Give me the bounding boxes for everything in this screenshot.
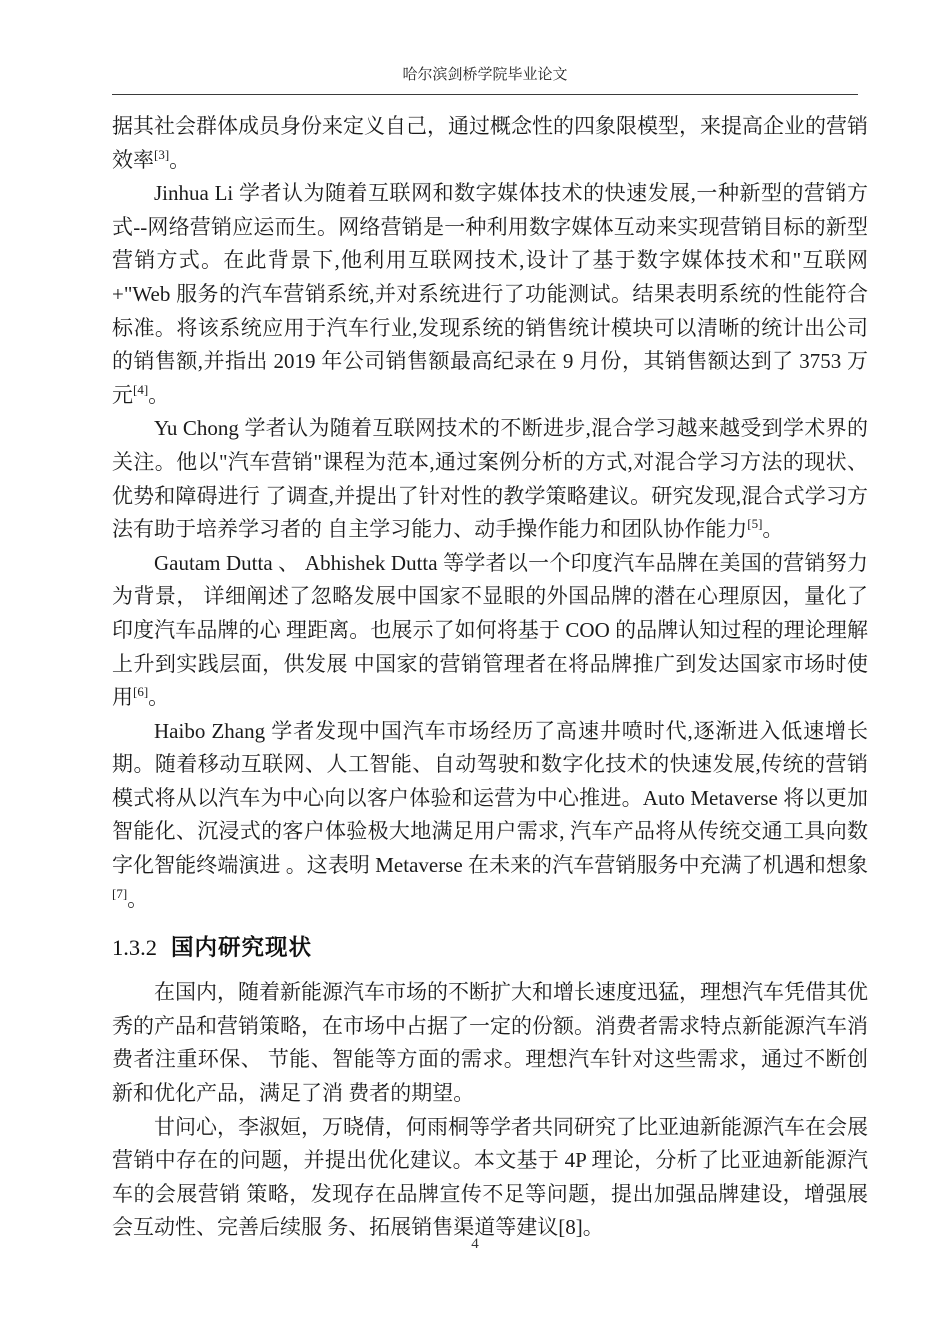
- header-title: 哈尔滨剑桥学院毕业论文: [402, 67, 568, 83]
- paragraph-jinhua-li: [112, 177, 868, 412]
- citation-8: [8]: [558, 1215, 583, 1240]
- paragraph-byd-exhibition: [112, 1111, 868, 1245]
- paragraph-text: 在国内，随着新能源汽车市场的不断扩大和增长速度迅猛，理想汽车凭借其优秀的产品和营销策略，在市场中占据了一定的份额。消费者需求特点新能源汽车消费者注重环保、 节能、智能等方面的需求。理想汽车针对这些需求，通过不断创新和优化产品，满足了消 费者的期望。: [112, 980, 868, 1106]
- paragraph-tail: 。: [762, 517, 784, 542]
- paragraph-domestic-overview: [112, 976, 868, 1110]
- page-number: 4: [471, 1236, 479, 1252]
- citation-6: [6]: [133, 684, 149, 700]
- paragraph-tail: 。: [582, 1215, 604, 1240]
- paragraph-gautam-dutta: [112, 547, 868, 715]
- paragraph-text: Gautam Dutta 、 Abhishek Dutta 等学者以一个印度汽车品牌在美国的营销努力为背景， 详细阐述了忽略发展中国家不显眼的外国品牌的潜在心理原因，量化了印度汽车品牌的心 理距离。也展示了如何将基于 COO 的品牌认知过程的理论理解上升到实践层面，供发展 中国家的营销管理者在将品牌推广到发达国家市场时使用: [112, 550, 868, 710]
- paragraph-tail: 。: [148, 382, 170, 407]
- citation-7: [7]: [112, 885, 128, 901]
- paragraph-yu-chong: [112, 412, 868, 546]
- paragraph-continuation: [112, 110, 868, 177]
- section-heading-number: 1.3.2: [112, 935, 157, 961]
- header-rule: [112, 94, 858, 95]
- paragraph-text: Jinhua Li 学者认为随着互联网和数字媒体技术的快速发展,一种新型的营销方式--网络营销应运而生。网络营销是一种利用数字媒体互动来实现营销目标的新型营销方式。在此背景下,他利用互联网技术,设计了基于数字媒体技术和"互联网+"Web 服务的汽车营销系统,并对系统进行了功能测试。结果表明系统的性能符合标准。将该系统应用于汽车行业,发现系统的销售统计模块可以清晰的统计出公司的销售额,并指出 2019 年公司销售额最高纪录在 9 月份，其销售额达到了 3753 万元: [112, 181, 868, 407]
- paragraph-text: 据其社会群体成员身份来定义自己，通过概念性的四象限模型，来提高企业的营销效率: [112, 114, 868, 172]
- paragraph-tail: 。: [169, 147, 191, 172]
- paragraph-tail: 。: [148, 685, 170, 710]
- section-heading-1-3-2: [112, 932, 868, 964]
- citation-5: [5]: [747, 516, 763, 532]
- paragraph-text: 甘问心，李淑姮，万晓倩，何雨桐等学者共同研究了比亚迪新能源汽车在会展营销中存在的问题，并提出优化建议。本文基于 4P 理论，分析了比亚迪新能源汽车的会展营销 策略，发现存在品牌宣传不足等问题，提出加强品牌建设，增强展会互动性、完善后续服 务、拓展销售渠道等建议: [112, 1114, 868, 1240]
- citation-4: [4]: [133, 381, 149, 397]
- paragraph-text: Yu Chong 学者认为随着互联网技术的不断进步,混合学习越来越受到学术界的关注。他以"汽车营销"课程为范本,通过案例分析的方式,对混合学习方法的现状、优势和障碍进行 了调查,并提出了针对性的教学策略建议。研究发现,混合式学习方法有助于培养学习者的 自主学习能力、动手操作能力和团队协作能力: [112, 416, 868, 542]
- paragraph-tail: 。: [127, 886, 149, 911]
- document-body: [112, 110, 868, 1245]
- page-header: [112, 66, 858, 85]
- section-heading-title: 国内研究现状: [171, 935, 313, 961]
- paragraph-text: Haibo Zhang 学者发现中国汽车市场经历了高速井喷时代,逐渐进入低速增长期。随着移动互联网、人工智能、自动驾驶和数字化技术的快速发展,传统的营销模式将从以汽车为中心向以客户体验和运营为中心推进。Auto Metaverse 将以更加智能化、沉浸式的客户体验极大地满足用户需求, 汽车产品将从传统交通工具向数字化智能终端演进 。这表明 Metaverse 在未来的汽车营销服务中充满了机遇和想象: [112, 718, 868, 878]
- paragraph-haibo-zhang: [112, 715, 868, 917]
- citation-3: [3]: [154, 146, 170, 162]
